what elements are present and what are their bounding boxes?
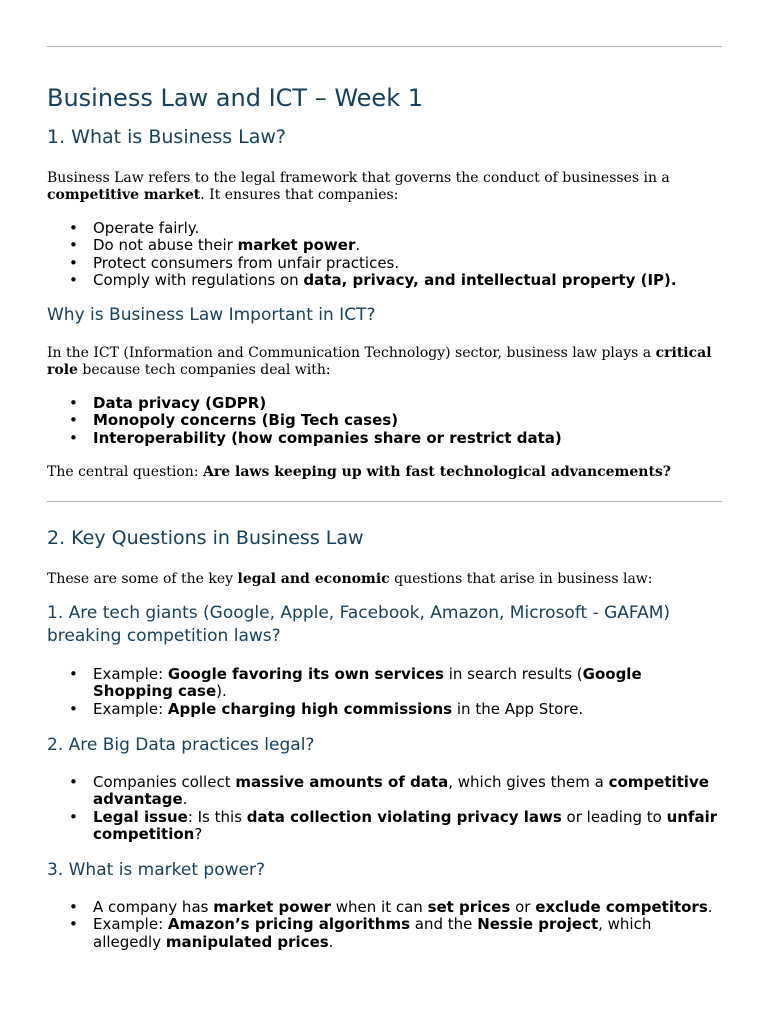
- bold-text: legal and economic: [237, 571, 390, 587]
- bold-text: Google Shopping case: [93, 665, 642, 701]
- text-run: in the App Store.: [452, 699, 584, 718]
- list-item: [93, 237, 722, 254]
- text-run: because tech companies deal with:: [77, 362, 331, 378]
- text-run: The central question:: [47, 464, 203, 480]
- text-run: , which gives them a: [448, 773, 609, 791]
- bold-text: Interoperability (how companies share or restrict data): [93, 428, 562, 447]
- question-1-heading: 1. Are tech giants (Google, Apple, Facebook, Amazon, Microsoft - GAFAM) breaking competition laws?: [47, 603, 671, 646]
- list-item: [93, 395, 722, 412]
- bold-text: Data privacy (GDPR): [93, 394, 267, 412]
- text-run: Example:: [93, 699, 168, 718]
- bold-text: data, privacy, and intellectual property (IP).: [303, 270, 677, 289]
- text-run: questions that arise in business law:: [389, 571, 653, 587]
- text-run: Business Law refers to the legal framework that governs the conduct of businesses in a: [47, 170, 670, 186]
- central-question: [47, 464, 722, 481]
- document-title: Business Law and ICT – Week 1: [47, 84, 423, 112]
- text-run: Do not abuse their: [93, 236, 238, 255]
- bold-text: massive amounts of data: [235, 773, 449, 791]
- list-item: [93, 412, 722, 429]
- question-2-heading: 2. Are Big Data practices legal?: [47, 735, 315, 755]
- section-divider: [47, 501, 722, 502]
- bold-text: market power: [213, 898, 331, 916]
- question-2-bullets: [47, 774, 722, 843]
- text-run: Comply with regulations on: [93, 270, 304, 289]
- bold-text: Amazon’s pricing algorithms: [167, 915, 411, 934]
- text-run: ).: [216, 682, 227, 701]
- text-run: .: [328, 932, 334, 951]
- text-run: : Is this: [187, 807, 247, 826]
- bold-text: competitive market: [47, 187, 201, 203]
- list-item: [93, 916, 722, 951]
- why-bullets: [47, 395, 722, 447]
- section-2-heading: 2. Key Questions in Business Law: [47, 527, 364, 549]
- top-divider: [47, 46, 722, 47]
- bold-text: set prices: [427, 898, 511, 916]
- text-run: Protect consumers from unfair practices.: [93, 253, 400, 272]
- list-item: [93, 430, 722, 447]
- text-run: Example:: [93, 915, 168, 934]
- section-2-intro: [47, 571, 722, 588]
- list-item: [93, 255, 722, 272]
- text-run: Example:: [93, 665, 168, 683]
- question-3-heading: 3. What is market power?: [47, 860, 265, 880]
- bold-text: competitive advantage: [93, 773, 709, 809]
- text-run: in search results (: [443, 665, 583, 683]
- text-run: Companies collect: [93, 773, 236, 791]
- text-run: .: [707, 898, 713, 916]
- text-run: and the: [410, 915, 478, 934]
- section-1-heading: 1. What is Business Law?: [47, 126, 287, 148]
- bold-text: manipulated prices: [165, 932, 329, 951]
- text-run: ?: [194, 824, 203, 843]
- text-run: or leading to: [561, 807, 667, 826]
- text-run: Operate fairly.: [93, 219, 200, 237]
- bold-text: data collection violating privacy laws: [246, 807, 562, 826]
- text-run: or: [510, 898, 536, 916]
- text-run: In the ICT (Information and Communication Technology) sector, business law plays a: [47, 345, 656, 361]
- why-intro: [47, 345, 722, 379]
- list-item: [93, 666, 722, 701]
- question-3-bullets: [47, 899, 722, 951]
- bold-text: Apple charging high commissions: [167, 699, 453, 718]
- bold-text: exclude competitors: [535, 898, 708, 916]
- list-item: [93, 899, 722, 916]
- list-item: [93, 701, 722, 718]
- question-1-bullets: [47, 666, 722, 718]
- section-1-intro: [47, 170, 722, 204]
- why-heading: Why is Business Law Important in ICT?: [47, 305, 376, 325]
- bold-text: Legal issue: [93, 807, 188, 826]
- text-run: .: [182, 790, 188, 809]
- bold-text: Are laws keeping up with fast technological advancements?: [203, 464, 672, 480]
- text-run: These are some of the key: [47, 571, 238, 587]
- list-item: [93, 272, 722, 289]
- bold-text: market power: [237, 236, 356, 255]
- list-item: [93, 774, 722, 809]
- list-item: [93, 220, 722, 237]
- text-run: , which allegedly: [93, 915, 652, 951]
- bold-text: Nessie project: [477, 915, 599, 934]
- bold-text: Monopoly concerns (Big Tech cases): [93, 411, 399, 430]
- bold-text: unfair competition: [93, 807, 718, 843]
- text-run: .: [355, 236, 361, 255]
- list-item: [93, 809, 722, 844]
- text-run: A company has: [93, 898, 214, 916]
- section-1-bullets: [47, 220, 722, 289]
- text-run: when it can: [330, 898, 428, 916]
- text-run: . It ensures that companies:: [200, 187, 399, 203]
- bold-text: Google favoring its own services: [167, 665, 444, 683]
- bold-text: critical role: [47, 345, 712, 378]
